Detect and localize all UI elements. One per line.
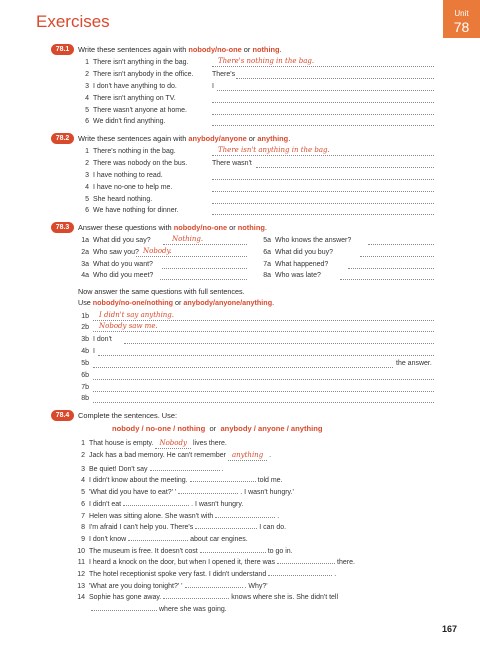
answer-line[interactable]	[212, 191, 434, 192]
question-row: 2 There was nobody on the bus.	[85, 160, 188, 167]
instr-text: Write these sentences again with	[78, 134, 189, 143]
question-row: 5 She heard nothing.	[85, 196, 153, 203]
unit-label: Unit	[454, 9, 469, 18]
question-row: 1a What did you say?	[81, 237, 151, 244]
sentence-row: 11 I heard a knock on the door, but when I opened it, there was there.	[74, 556, 355, 567]
answer-line[interactable]	[93, 379, 434, 380]
sentence-row: 12 The hotel receptionist spoke very fast. I didn't understand .	[74, 568, 336, 579]
sentence-row: 1 That house is empty. Nobody lives there.	[81, 439, 227, 447]
question-row: 2 There isn't anybody in the office.	[85, 71, 194, 78]
instr-text: or	[246, 134, 258, 143]
answer-blank[interactable]	[215, 510, 275, 518]
answer-line[interactable]	[212, 114, 434, 115]
answer-blank[interactable]	[128, 533, 188, 541]
question-row: 1b	[81, 313, 89, 320]
sub-instruction-1: Now answer the same questions with full sentences.	[78, 287, 245, 296]
answer-start: There wasn't	[212, 160, 252, 167]
answer-blank[interactable]	[163, 591, 229, 599]
question-row: 1 There isn't anything in the bag.	[85, 59, 189, 66]
answer-line[interactable]	[93, 402, 434, 403]
sentence-row: 13 'What are you doing tonight?' ' . Why?'	[74, 580, 268, 591]
handwritten-answer: I didn't say anything.	[99, 311, 175, 319]
answer-blank[interactable]	[268, 568, 332, 576]
answer-blank[interactable]	[178, 486, 238, 494]
instr-keyword: nobody/no-one	[173, 223, 228, 232]
question-row: 8a Who was late?	[263, 272, 321, 279]
answer-line[interactable]	[212, 179, 434, 180]
answer-blank[interactable]	[185, 580, 243, 588]
question-row: 5b	[81, 360, 89, 367]
sentence-row: 2 Jack has a bad memory. He can't remember anything .	[81, 451, 272, 459]
answer-blank[interactable]	[91, 603, 157, 611]
answer-line[interactable]	[93, 367, 393, 368]
answer-line[interactable]	[360, 256, 434, 257]
question-row: 3 I don't have anything to do.	[85, 83, 177, 90]
unit-number: 78	[453, 19, 470, 35]
handwritten-answer: There's nothing in the bag.	[218, 57, 315, 65]
answer-line[interactable]	[136, 256, 247, 257]
question-row: 4b I	[81, 348, 95, 355]
exercise-badge-78-4: 78.4	[51, 410, 74, 421]
sentence-row: 6 I didn't eat . I wasn't hungry.	[74, 498, 243, 509]
question-row: 7b	[81, 384, 89, 391]
answer-start: I	[212, 83, 214, 90]
sentence-row: 14 Sophie has gone away. knows where she is. She didn't tell	[74, 591, 338, 602]
exercise-badge-78-2: 78.2	[51, 133, 74, 144]
question-row: 7a What happened?	[263, 261, 329, 268]
answer-line[interactable]	[160, 279, 247, 280]
answer-line[interactable]	[93, 391, 434, 392]
answer-start: There's	[212, 71, 236, 78]
answer-blank[interactable]	[200, 545, 266, 553]
answer-line[interactable]	[368, 244, 434, 245]
answer-blank[interactable]	[123, 498, 189, 506]
question-row: 3b I don't	[81, 336, 112, 343]
exercise-instruction-78-2	[78, 134, 290, 143]
sentence-row: 10 The museum is free. It doesn't cost to go in.	[74, 545, 293, 556]
answer-line[interactable]	[340, 279, 434, 280]
handwritten-answer: Nothing.	[172, 235, 204, 243]
instr-keyword: anything	[257, 134, 289, 143]
word-list: nobody / no-one / nothing or anybody / anyone / anything	[112, 424, 323, 433]
question-row: 2a Who saw you?	[81, 249, 139, 256]
sentence-row: 4 I didn't know about the meeting. told me.	[74, 474, 283, 485]
question-row: 8b	[81, 395, 89, 402]
answer-line[interactable]	[163, 244, 247, 245]
question-row: 5a Who knows the answer?	[263, 237, 352, 244]
answer-line[interactable]	[212, 125, 434, 126]
page-number: 167	[442, 624, 458, 634]
question-row: 4 I have no-one to help me.	[85, 184, 173, 191]
sentence-row: where she was going.	[74, 603, 227, 614]
question-row: 6b	[81, 372, 89, 379]
instr-keyword: nothing	[252, 45, 280, 54]
handwritten-answer: There isn't anything in the bag.	[218, 146, 330, 154]
answer-line[interactable]	[212, 155, 434, 156]
instr-text: or	[241, 45, 253, 54]
instr-text: .	[264, 223, 267, 232]
answer-line[interactable]	[162, 268, 247, 269]
answer-line[interactable]	[93, 320, 434, 321]
sub-instruction-2: Use nobody/no-one/nothing or anybody/anyone/anything.	[78, 298, 275, 307]
answer-blank[interactable]	[195, 521, 257, 529]
answer-line[interactable]	[212, 203, 434, 204]
answer-line[interactable]	[93, 331, 434, 332]
answer-blank[interactable]: Nobody	[155, 439, 190, 449]
question-row: 5 There wasn't anyone at home.	[85, 107, 187, 114]
answer-blank[interactable]: anything	[228, 451, 267, 461]
sentence-row: 5 'What did you have to eat?' ' . I wasn't hungry.'	[74, 486, 294, 497]
answer-line[interactable]	[212, 66, 434, 67]
answer-blank[interactable]	[150, 463, 220, 471]
answer-line[interactable]	[236, 78, 434, 79]
sentence-tail: the answer.	[396, 360, 432, 367]
answer-line[interactable]	[212, 102, 434, 103]
question-row: 6 We have nothing for dinner.	[85, 207, 179, 214]
instr-text: Write these sentences again with	[78, 45, 189, 54]
question-row: 6a What did you buy?	[263, 249, 333, 256]
instr-keyword: nothing	[237, 223, 265, 232]
question-row: 4a Who did you meet?	[81, 272, 154, 279]
handwritten-answer: Nobody saw me.	[99, 322, 158, 330]
answer-blank[interactable]	[190, 474, 256, 482]
instr-text: Answer these questions with	[78, 223, 174, 232]
instr-text: or	[227, 223, 238, 232]
sentence-row: 8 I'm afraid I can't help you. There's I can do.	[74, 521, 286, 532]
question-row: 1 There's nothing in the bag.	[85, 148, 176, 155]
instr-text: .	[288, 134, 291, 143]
page-title: Exercises	[36, 12, 110, 31]
exercise-instruction-78-3	[78, 223, 267, 232]
answer-line[interactable]	[98, 355, 434, 356]
question-row: 2b	[81, 324, 89, 331]
exercise-instruction-78-1	[78, 45, 282, 54]
instr-text: .	[279, 45, 282, 54]
question-row: 3 I have nothing to read.	[85, 172, 163, 179]
answer-line[interactable]	[217, 90, 434, 91]
instr-keyword: nobody/no-one	[188, 45, 242, 54]
answer-line[interactable]	[256, 167, 434, 168]
answer-line[interactable]	[348, 268, 434, 269]
exercise-badge-78-3: 78.3	[51, 222, 74, 233]
question-row: 6 We didn't find anything.	[85, 118, 166, 125]
sentence-row: 3 Be quiet! Don't say .	[74, 463, 224, 474]
answer-line[interactable]	[212, 214, 434, 215]
handwritten-answer: Nobody.	[143, 247, 172, 255]
answer-line[interactable]	[124, 343, 434, 344]
sentence-row: 7 Helen was sitting alone. She wasn't with .	[74, 510, 279, 521]
question-row: 3a What do you want?	[81, 261, 153, 268]
answer-blank[interactable]	[277, 556, 335, 564]
exercise-instruction-78-4: Complete the sentences. Use:	[78, 411, 178, 420]
instr-keyword: anybody/anyone	[188, 134, 247, 143]
sentence-row: 9 I don't know about car engines.	[74, 533, 248, 544]
unit-tab	[443, 0, 480, 38]
exercise-badge-78-1: 78.1	[51, 44, 74, 55]
question-row: 4 There isn't anything on TV.	[85, 95, 176, 102]
